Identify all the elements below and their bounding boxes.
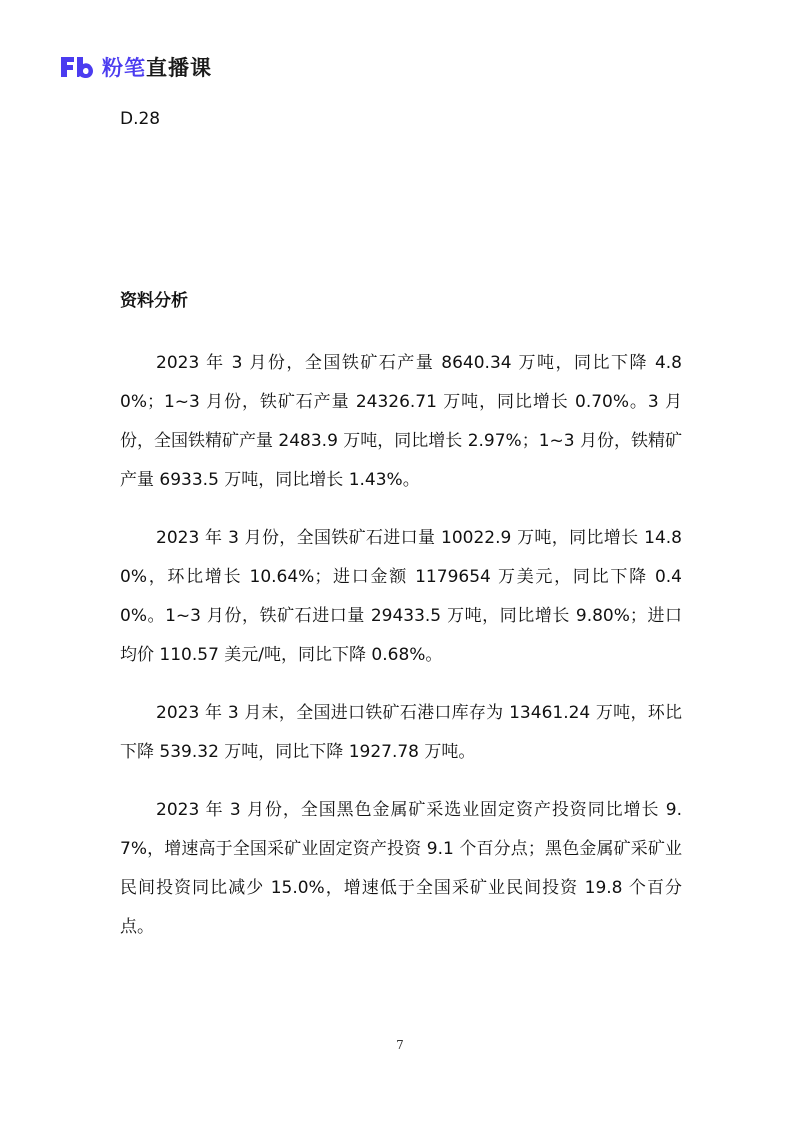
logo-suffix: 直播课 [146,56,212,80]
header-logo [58,52,212,82]
fenbi-logo-icon [58,54,94,80]
page-number: 7 [396,1038,404,1052]
paragraph-port-inventory: 2023 年 3 月末，全国进口铁矿石港口库存为 13461.24 万吨，环比下降 539.32 万吨，同比下降 1927.78 万吨。 [120,703,682,762]
answer-option: D.28 [120,109,161,129]
article-body [120,344,682,966]
paragraph-imports: 2023 年 3 月份，全国铁矿石进口量 10022.9 万吨，同比增长 14.80%，环比增长 10.64%；进口金额 1179654 万美元，同比下降 0.40%。1~3 月份，铁矿石进口量 29433.5 万吨，同比增长 9.80%；进口均价 110.57 美元/吨，同比下降 0.68%。 [120,528,682,665]
logo-text [102,52,212,82]
paragraph-production: 2023 年 3 月份，全国铁矿石产量 8640.34 万吨，同比下降 4.80%；1~3 月份，铁矿石产量 24326.71 万吨，同比增长 0.70%。3 月份，全国铁精矿产量 2483.9 万吨，同比增长 2.97%；1~3 月份，铁精矿产量 6933.5 万吨，同比增长 1.43%。 [120,353,682,490]
section-title: 资料分析 [120,291,188,311]
paragraph-investment: 2023 年 3 月份，全国黑色金属矿采选业固定资产投资同比增长 9.7%，增速高于全国采矿业固定资产投资 9.1 个百分点；黑色金属矿采矿业民间投资同比减少 15.0%，增速低于全国采矿业民间投资 19.8 个百分点。 [120,800,682,937]
logo-brand: 粉笔 [102,56,146,80]
